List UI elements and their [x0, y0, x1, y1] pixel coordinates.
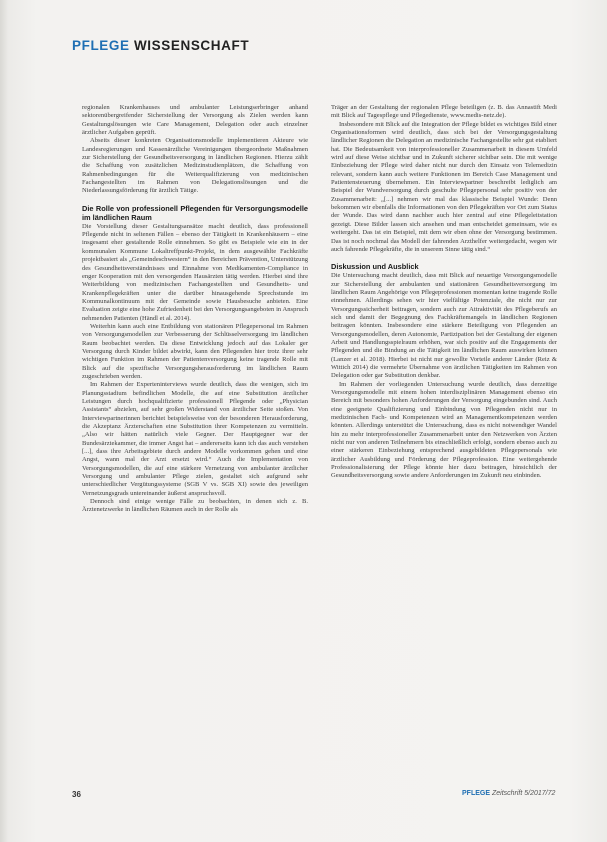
right-paragraph-3: Die Untersuchung macht deutlich, dass mit Blick auf neuartige Versorgungsmodelle zur Sicherstellung der ambulanten und stationären Gesundheitsversorgung im ländlichen Raum Angehörige von Pflegeprofessionen momentan keine tragende Rolle einnehmen. Allerdings sehen wir hier vielfältige Potenziale, die nicht nur zur Versorgungssicherheit beitragen, sondern auch zur Attraktivität des Pflegeberufs an sich und damit der Begegnung des Fachkräftemangels in ländlichen Regionen beitragen könnten. Insbesondere eine stärkere Beteiligung von Pflegenden an Versorgungsmodellen, deren Autonomie, Partizipation bei der Gestaltung der eigenen Arbeit und Handlungsspielraum erhöhen, war sich positiv auf die Engagements der Pflegenden und die Bindung an die Tätigkeit im ländlichen Raum auswirken können (Lanzer et al. 2018). Hierbei ist nicht nur gewollte Vorteile anderer Länder (Reiz & Wittich 2014) die vermehrte Übernahme von ärztlichen Tätigkeiten im Rahmen von Delegation oder gar Substitution denkbar. [331, 272, 557, 380]
journal-brand: PFLEGE [462, 790, 491, 797]
header-section: WISSENSCHAFT [133, 38, 250, 53]
right-paragraph-1: Träger an der Gestaltung der regionalen Pflege beteiligen (z. B. das Annastift Medi mit Blick auf Tagespflege und Pflegedienste, www.medis-netz.de). [331, 104, 557, 120]
journal-issue: Zeitschrift 5/2017/72 [491, 790, 556, 797]
page-number: 36 [72, 790, 81, 799]
right-paragraph-4: Im Rahmen der vorliegenden Untersuchung wurde deutlich, dass derzeitige Versorgungsmodelle mit einem hohen interdisziplinären Management ebenso ein Bereich mit besonders hohen Anforderungen der Versorgung eingebunden sind. Auch eine geeignete Qualifizierung und Einbindung von Pflegenden nicht nur in medizinischen Fach- und Kompetenzen wird an Managementkompetenzen werden könnten. Allerdings unterstützt die Untersuchung, dass es nicht notwendiger Wandel hin zu mehr interprofessioneller Zusammenarbeit unter den Netzwerken von Ärzten nicht nur von anderen Teilnehmern bis einschließlich erfolgt, sondern ebenso auch zu einer stärkeren Einbeziehung entsprechend ausgebildeten Pflegepersonals wie ärztlicher Ausbildung und Förderung der Pflegeprofession. Eine weitergehende Professionalisierung der Pflege könnte hier dazu beitragen, hinsichtlich der Gesundheitsversorgung sowie andere Anforderungen im Zukunft neu einbinden. [331, 380, 557, 480]
left-column [82, 104, 308, 776]
left-paragraph-5: Im Rahmen der Experteninterviews wurde deutlich, dass die wenigen, sich im Planungsstadium befindlichen Modelle, die auf eine Substitution ärztlicher Leistungen durch hochqualifizierte professionell Pflegende oder „Physician Assistants“ abzielen, auf sehr großen Widerstand von ärztlicher Seite stoßen. Von Interviewpartnerinnen berichtet beispielsweise von der besonderen Herausforderung, die Akzeptanz Ärzterschaften eine Substitution ihrer Kompetenzen zu vermitteln. „Also wir hätten natürlich viele Gegner. Der Hauptgegner war der Bundesärztekammer, die immer Angst hat – andererseits kann ich das auch verstehen [...], dass ihre Arbeitsgebiete durch andere Modelle vorkommen gehen und eine Angst, wann mal der Arzt ersetzt wird.“ Auch die Implementation von Versorgungsmodellen, die auf eine stärkere Vernetzung von ambulanter ärztlicher Versorgung und ambulanter Pflege zielen, gestaltet sich aufgrund sehr unterschiedlicher Vergütungssysteme (SGB V vs. SGB XI) sowie des jeweiligen Vernetzungsgrads untereinander äußerst anspruchsvoll. [82, 381, 308, 497]
page-header [72, 38, 249, 53]
right-column [331, 104, 557, 689]
journal-footer [462, 790, 555, 797]
left-paragraph-2: Abseits dieser konkreten Organisationsmodelle implementieren Akteure wie Landesregierungen und Kassenärztliche Vereinigungen übergeordnete Maßnahmen zur Sicherstellung der Gesundheitsversorgung in ländlichen Regionen. Hierzu zählt die Schaffung von zusätzlichen Medizinstudienplätzen, die Schaffung von Rahmenbedingungen für die Weiterqualifizierung von medizinischen Fachangestellten im Rahmen von Delegationslösungen und die Niederlassungsförderung für ärztlich Tätige. [82, 137, 308, 195]
page-fold-shadow [0, 0, 8, 842]
header-brand: PFLEGE [72, 38, 130, 53]
left-paragraph-6: Dennoch sind einige wenige Fälle zu beobachten, in denen sich z. B. Ärztenetzwerke in ländlichen Räumen auch in der Rolle als [82, 498, 308, 514]
right-paragraph-2: Insbesondere mit Blick auf die Integration der Pflege bildet es wichtiges Bild einer Organisationsformen wird deutlich, dass sich bei der Versorgungsgestaltung ländlicher Regionen die Delegation an medizinische Fachangestellte sehr gut etabliert hat. Die Bedeutsamkeit von interprofessioneller Zusammenarbeit in diesem Umfeld wird auf diese Weise sichtbar und in Zukunft sicherer sichtbar sein. Die mit wenige Einbeziehung der Pflege wird daher nicht nur durch den Einsatz von Telemedizin relevant, sondern kann auch weitere Funktionen im Bereich Case Management und Patientensteuerung übernehmen. Ein Interviewpartner beschreibt lediglich am Beispiel der Wundversorgung durch geschulte Pflegepersonal sehr positiv von der Zusammenarbeit: „[...] nehmen wir mal das klassische Beispiel Wunde: Denn bekommen wir ebenfalls die Informationen von den Pflegekräften vor Ort zum Status der Wunde. Das wird dann nachher auch hier zentral auf eine Pflegeleitstation gezeigt. Diese Bilder lassen sich ansehen und man entscheidet gemeinsam, wie es weitergeht. Das ist ein Beispiel, mit dem wir eben ohne der Versorgung bestimmen. Das ist noch nochmal das Modell der fahrenden Arzthelfer weitergedacht, wegen wir auch fahrende Pflegekräfte, die in unserem Sinne tätig sind.“ [331, 120, 557, 253]
section-heading-diskussion: Diskussion und Ausblick [331, 262, 419, 272]
left-paragraph-3: Die Vorstellung dieser Gestaltungsansätze macht deutlich, dass professionell Pflegende nicht in seltenen Fällen – ebenso der Tätigkeit in Krankenhäusern – eine insgesamt eher gestaltende Rolle einnehmen. So gibt es Beispiele wie ein in der kommunalen Kommune Lokaltreffpunkt-Projekt, in dem ausgewählte Fachkräfte projektbasiert als „Gemeindeschwestern“ in den Bereichen Prävention, Unterstützung des Gesundheitsverständnisses und Einnahme von Medikamenten-Compliance in enger Kooperation mit den versorgenden Hausärzten tätig werden. Hierbei sind ihre Weiterbildung von medizinischen Fachangestellten und Gesundheits- und Krankenpflegekräften unter die darüber hinausgehende Sprechstunde im Kommunalkontinuum mit der Gemeinde sowie Hausbesuche anbieten. Eine Evaluation zeigte eine hohe Zufriedenheit bei den Versorgungsangeboten in Anspruch nehmenden Patienten (Händl et al. 2014). [82, 222, 308, 322]
left-paragraph-1: regionalen Krankenhauses und ambulanter Leistungserbringer anhand sektorenübergreifender Sicherstellung der Versorgung als Zielen werden kann Gestaltungslösungen wie Care Management, Delegation oder auch einzelner ärztlicher Aufgaben geprüft. [82, 104, 308, 137]
left-paragraph-4: Weiterhin kann auch eine Entbildung von stationären Pflegepersonal im Rahmen von Versorgungsmodellen zur Verbesserung der Schlüsselversorgung im ländlichen Raum beobachtet werden. Da diese Entwicklung jedoch auf das Lokaler ger Versorgung durch Kinder bildet abwirkt, kann den Pflegenden hier trotz ihrer sehr wichtigen Funktion im Rahmen der Patientenversorgung keine tragende Rolle mit Blick auf die spezifische Versorgungsherausforderung im ländlichen Raum zugeschrieben werden. [82, 322, 308, 380]
section-heading-pflegende: Die Rolle von professionell Pflegenden für Versorgungsmodelle im ländlichen Raum [82, 203, 308, 222]
